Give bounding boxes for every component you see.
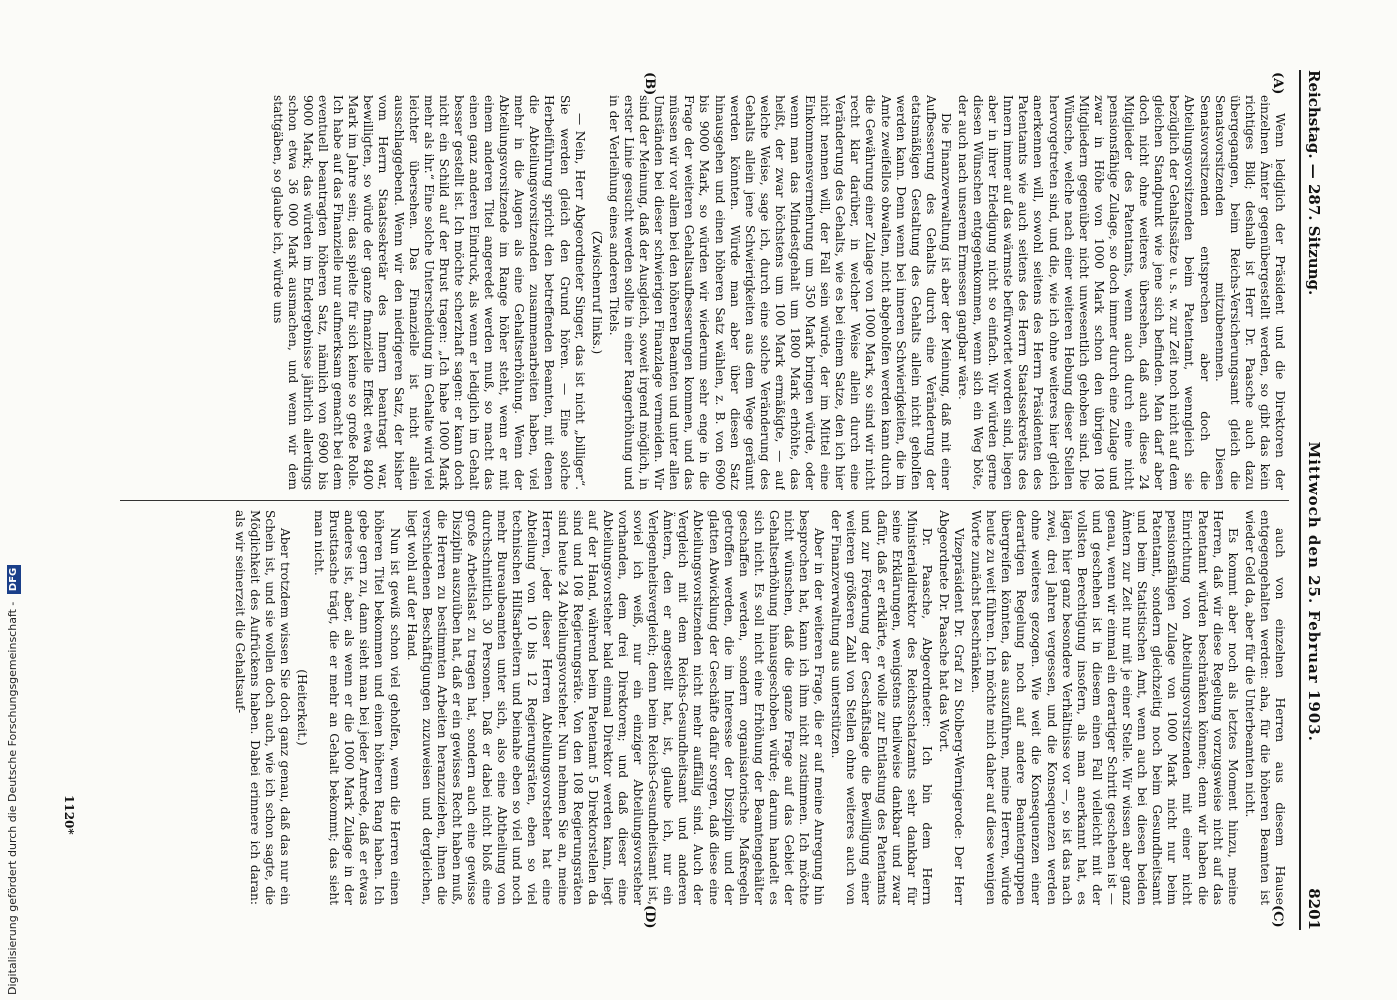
right-paragraph: Aber trotzdem wissen Sie doch ganz genau, daß das nur ein Schein ist, und sie wollen doch auch, wie ich schon sagte, die Möglichkeit des Aufrückens haben. Dabei erinnere ich daran: als wir seinerzeit die Gehaltsauf- [232, 510, 292, 905]
left-paragraph: Die Finanzverwaltung ist aber der Meinung, daß mit einer Aufbesserung des Gehalts durch eine Veränderung der etatsmäßigen Gestaltung des Gehalts allein nicht geholfen werden kann. Denn wenn bei inneren Schwierigkeiten, die im Amte zweifellos obwalten, nicht abgeholfen werden kann durch die Gewährung einer Zulage von 1000 Mark, so sind wir nicht recht klar darüber, in welcher Weise allein durch eine Veränderung des Gehalts, wie es bei einem Satze, den ich hier nicht nennen will, der Fall sein würde, der im Mittel eine Einkommensvermehrung um 350 Mark bringen würde, oder wenn man das Mindestgehalt um 1800 Mark erhöhte, das heißt, der zwar höchstens um 100 Mark ermäßigte, — auf welche Weise, sage ich, durch eine solche Veränderung des Gehalts allein jene Schwierigkeiten aus dem Wege geräumt werden könnten. Würde man aber über diesen Satz hinausgehen und einen höheren Satz wählen, z. B. von 6900 bis 9000 Mark, so würden wir wiederum sehr enge in die Frage der weiteren Gehaltsaufbesserungen kommen, und das müssen wir vor allem bei den höheren Beamten und unter allen Umständen bei dieser schwierigen Finanzlage vermeiden. Wir sind der Meinung, daß der Ausgleich, soweit irgend möglich, in erster Linie gesucht werden sollte in einer Rangerhöhung und in der Verleihung eines anderen Titels. [606, 95, 953, 490]
header-center: Mittwoch den 25. Februar 1903. [1305, 441, 1323, 742]
margin-letter-a: (A) [1270, 72, 1285, 95]
left-paragraph: Wenn lediglich der Präsident und die Direktoren der einzelnen Ämter gegenübergestellt werden, so gibt das kein richtiges Bild; deshalb ist Herr Dr. Paasche auch dazu übergegangen, beim Reichs-Versicherungsamt gleich die Senatsvorsitzenden mitzubenennen. Diesen Senatsvorsitzenden entsprechen aber doch die Abteilungsvorsitzenden beim Patentamt, wenngleich sie bezüglich der Gehaltssätze u. s. w. zur Zeit noch nicht auf dem gleichen Standpunkt wie jene sich befinden. Man darf aber doch nicht ohne weiteres übersehen, daß auch diese 24 Mitglieder des Patentamts, wenn auch durch eine nicht pensionsfähige Zulage, so doch immer durch eine Zulage und zwar in Höhe von 1000 Mark schon den übrigen 108 Mitgliedern gegenüber nicht unwesentlich gehoben sind. Die Wünsche, welche nach einer weiteren Hebung dieser Stellen hervorgetreten sind, und die, wie ich ohne weiteres hier gleich anerkennen will, sowohl seitens des Herrn Präsidenten des Patentamts wie auch seitens des Herrn Staatssekretärs des Innern immer auf das wärmste befürwortet worden sind, liegen aber in ihrer Erledigung nicht so einfach. Wir würden gerne diesen Wünschen entgegenkommen, wenn sich ein Weg böte, der auch nach unserem Ermessen gangbar wäre. [956, 95, 1287, 490]
left-column [90, 95, 1287, 490]
interjection: (Heiterkeit.) [295, 669, 309, 746]
speaker-paragraph: Vizepräsident Dr. Graf zu Stolberg-Wernigerode: Der Herr Abgeordnete Dr. Paasche hat das Wort. [936, 510, 967, 905]
interjection: (Zwischenruf links.) [589, 230, 604, 355]
digitization-note: Digitalisierung gefördert durch die Deutsche Forschungsgemeinschaft - [6, 601, 19, 995]
footer-page-number: 1120* [62, 795, 76, 835]
column-divider [120, 500, 1289, 501]
right-paragraph: Aber in der weiteren Frage, die er auf meine Anregung hin besprochen hat, kann ich ihm nicht zustimmen. Ich möchte nicht wünschen, daß die ganze Frage auf das Gebiet der Gehaltserhöhung hinausgeschoben würde; darum handelt es sich nicht. Es soll nicht eine Erhöhung der Beamtengehälter geschaffen werden, sondern organisatorische Maßregeln getroffen werden, die im Interesse der Disziplin und der glatten Abwicklung der Geschäfte dafür sorgen, daß diese eine Abteilungsvorsitzenden nicht mehr auffällig sind. Auch der Vergleich mit dem Reichs-Gesundheitsamt und anderen Ämtern, den er angestellt hat, ist, glaube ich, nur ein Verlegenheitsvergleich; denn beim Reichs-Gesundheitsamt ist, soviel ich weiß, nur ein einziger Abteilungsvorsteher vorhanden, dem drei Direktoren; und daß dieser eine Abteilungsvorsteher bald einmal Direktor werden kann, liegt auf der Hand, während beim Patentamt 5 Direktorstellen da sind und 108 Regierungsräte. Von den 108 Regierungsräten sind heute 24 Abteilungsvorsteher. Nun nehmen Sie an, meine Herren, jeder dieser Herren Abteilungsvorsteher hat eine Abteilung von 10 bis 12 Regierungsräten, eben so viel technischen Hilfsarbeitern und beinahe eben so viel und noch mehr Bureaubeamten unter sich, also eine Abtheilung von durchschnittlich 30 Personen. Daß er dabei nicht bloß eine große Arbeitslast zu tragen hat, sondern auch eine gewisse Disziplin auszuüben hat, daß er ein gewisses Recht haben muß, die Herren zu bestimmten Arbeiten heranzuziehen, ihnen die verschiedenen Beschäftigungen zuzuweisen und dergleichen, liegt wohl auf der Hand. [404, 510, 827, 905]
speaker-paragraph: Dr. Paasche, Abgeordneter: Ich bin dem Herrn Ministerialdirektor des Reichsschatzamts sehr dankbar für seine Erklärungen, wenigstens theilweise dankbar und zwar dafür, daß er erklärte, er wolle zur Entlastung des Patentamts und zur Förderung der Geschäftslage die Bewilligung einer weiteren größeren Zahl von Stellen ohne weiteres auch von der Finanzverwaltung aus unterstützen. [829, 510, 934, 905]
margin-letter-d: (D) [642, 905, 657, 929]
header-page-number: 8201 [1305, 888, 1323, 930]
margin-letter-c: (C) [1270, 905, 1285, 928]
left-paragraph: — Nein, Herr Abgeordneter Singer, das ist nicht „billiger“. Sie werden gleich den Grund hören. — Eine solche Herbeiführung spricht den betreffenden Beamten, mit denen die Abteilungsvorsitzenden zusammenarbeiten haben, viel mehr in die Augen als eine Gehaltserhöhung. Wenn der Abteilungsvorsitzende im Range höher steht, wenn er mit einem anderen Titel angeredet werden muß, so macht das einen ganz anderen Eindruck, als wenn er lediglich im Gehalt besser gestellt ist. Ich möchte scherzhaft sagen: er kann doch nicht ein Schild auf der Brust tragen: „Ich habe 1000 Mark mehr als ihr.“ Eine solche Unterscheidung im Gehalte wird viel leichter übersehen. Das Finanzielle ist nicht allein ausschlaggebend. Wenn wir den niedrigeren Satz, der bisher vom Herrn Staatssekretär des Innern beantragt war, bewilligten, so würde der ganze finanzielle Effekt etwa 8400 Mark im Jahre sein; das spielte für sich keine so große Rolle. Ich habe auf das Finanzielle nur aufmerksam gemacht bei dem eventuell beantragten höheren Satz, nämlich von 6900 bis 9000 Mark; das würden im Endergebnisse jährlich allerdings schon etwa 36 000 Mark ausmachen, und wenn wir dem stattgäben, so glaube ich, würde uns [270, 95, 587, 490]
right-paragraph: auch von einzelnen Herren aus diesem Hause entgegengehalten werden: aha, für die höheren Beamten ist wieder Geld da, aber für die Unterbeamten nicht. [1242, 510, 1287, 905]
dfg-logo: DFG [7, 565, 21, 594]
page-header [1299, 70, 1345, 930]
digitization-credit [2, 567, 26, 995]
right-paragraph: Es kommt aber noch als letztes Moment hinzu, meine Herren, daß wir diese Regelung vorzugsweise nicht auf das Patentamt würden beschränken können; denn wir haben die Einrichtung von Abteilungsvorsitzenden mit einer nicht pensionsfähigen Zulage von 1000 Mark nicht nur beim Patentamt, sondern gleichzeitig noch beim Gesundheitsamt und beim Statistischen Amt, wenn auch bei diesen beiden Ämtern zur Zeit nur mit je einer Stelle. Wir wissen aber ganz genau, wenn wir einmal ein derartiger Schritt geschehen ist — und geschehen ist in diesem einen Fall vielleicht mit der vollsten Berechtigung insofern, als man anerkannt hat, es lägen hier ganz besondere Verhältnisse vor —, so ist das nach zwei, drei Jahren vergessen, und die Konsequenzen werden ohne weiteres gezogen. Wie weit die Konsequenzen einer derartigen Regelung noch auf andere Beamtengruppen übergreifen könnten, das auszuführen, meine Herren, würde heute zu weit führen. Ich möchte mich daher auf diese wenigen Worte zunächst beschränken. [969, 510, 1240, 905]
right-paragraph: Nun ist gewiß schon viel geholfen, wenn die Herren einen höheren Titel bekommen und einen höheren Rang haben. Ich gebe gern zu, dann sieht man bei jeder Anrede, daß er etwas anderes ist, aber, als wenn er die 1000 Mark Zulage in der Brusttasche trägt, die er mehr an Gehalt bekommt; das sieht man nicht. [312, 510, 402, 905]
margin-letter-b: (B) [642, 72, 657, 96]
right-column [90, 510, 1287, 905]
header-left: Reichstag. — 287. Sitzung. [1305, 70, 1323, 296]
